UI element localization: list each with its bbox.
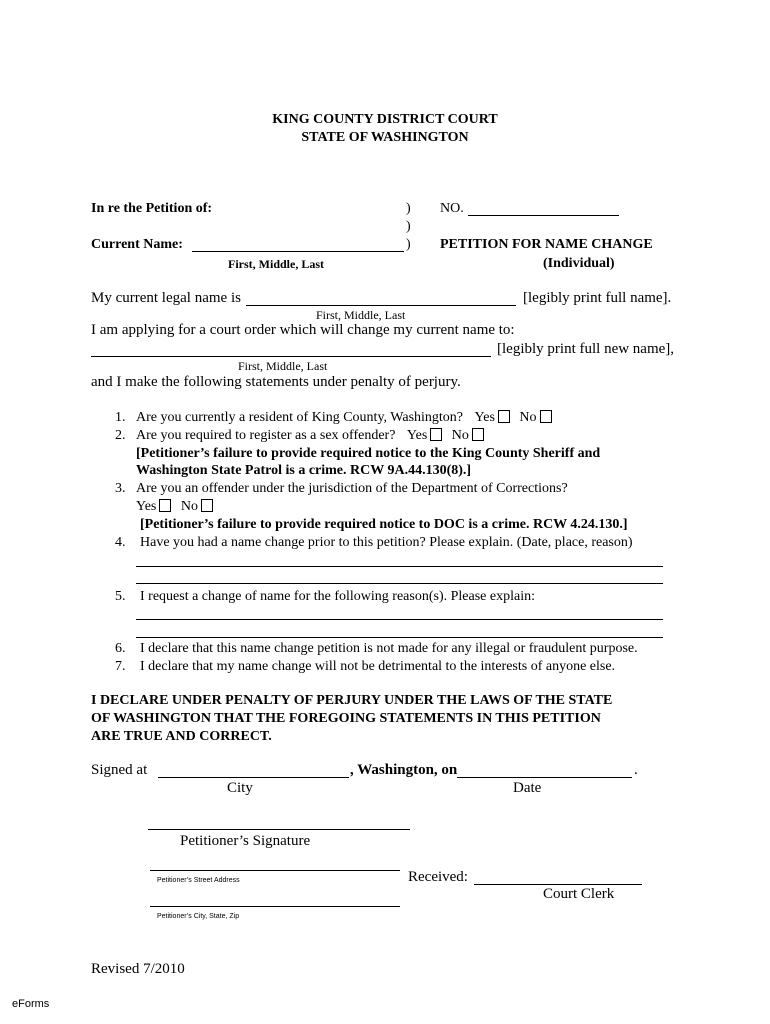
legal-name-sub-hint: First, Middle, Last bbox=[316, 308, 406, 322]
q4-text: Have you had a name change prior to this petition? Please explain. (Date, place, reason) bbox=[140, 535, 633, 550]
q3-no-label: No bbox=[180, 499, 198, 514]
signed-date-field[interactable] bbox=[457, 777, 632, 778]
declaration-line1: I DECLARE UNDER PENALTY OF PERJURY UNDER THE LAWS OF THE STATE bbox=[91, 693, 613, 708]
q6-text: I declare that this name change petition is not made for any illegal or fraudulent purpose. bbox=[140, 641, 638, 656]
washington-on-text: , Washington, on bbox=[350, 762, 458, 778]
q5-text: I request a change of name for the following reason(s). Please explain: bbox=[140, 589, 535, 604]
statements-text: and I make the following statements under penalty of perjury. bbox=[91, 374, 461, 390]
q2-warning-line1: [Petitioner’s failure to provide required notice to the King County Sheriff and bbox=[136, 446, 601, 461]
print-new-hint: [legibly print full new name], bbox=[497, 341, 675, 357]
q5-number: 5. bbox=[115, 589, 126, 604]
signed-city-field[interactable] bbox=[158, 777, 349, 778]
q4-number: 4. bbox=[115, 535, 126, 550]
q2-yes-label: Yes bbox=[406, 428, 428, 443]
q1-no-checkbox[interactable] bbox=[540, 410, 552, 423]
q3-yes-label: Yes bbox=[136, 499, 157, 514]
q2-no-label: No bbox=[451, 428, 469, 443]
signed-at-label: Signed at bbox=[91, 762, 148, 778]
q4-answer-line-1[interactable] bbox=[136, 566, 663, 567]
declaration-line2: OF WASHINGTON THAT THE FOREGOING STATEMENTS IN THIS PETITION bbox=[91, 711, 601, 726]
signed-period: . bbox=[634, 762, 638, 778]
q2-yes-checkbox[interactable] bbox=[430, 428, 442, 441]
declaration-line3: ARE TRUE AND CORRECT. bbox=[91, 729, 272, 744]
q1-yes-label: Yes bbox=[474, 410, 495, 425]
street-address-label: Petitioner’s Street Address bbox=[157, 877, 240, 884]
current-name-field[interactable] bbox=[192, 251, 404, 252]
q3-yes-checkbox[interactable] bbox=[159, 499, 171, 512]
q2-no-checkbox[interactable] bbox=[472, 428, 484, 441]
court-name: KING COUNTY DISTRICT COURT bbox=[272, 112, 498, 127]
q1-number: 1. bbox=[115, 410, 126, 425]
case-no-field[interactable] bbox=[468, 215, 619, 216]
received-field[interactable] bbox=[474, 884, 642, 885]
q5-answer-line-2[interactable] bbox=[136, 637, 663, 638]
q3-warning: [Petitioner’s failure to provide required notice to DOC is a crime. RCW 4.24.130.] bbox=[140, 517, 628, 532]
signature-field[interactable] bbox=[148, 829, 410, 830]
legal-name-field[interactable] bbox=[246, 305, 516, 306]
caption-paren-2: ) bbox=[406, 219, 411, 234]
q3-text: Are you an offender under the jurisdiction of the Department of Corrections? bbox=[136, 481, 568, 496]
signature-label: Petitioner’s Signature bbox=[180, 833, 311, 849]
q2-text: Are you required to register as a sex offender? bbox=[136, 428, 396, 443]
q1-text: Are you currently a resident of King County, Washington? bbox=[136, 410, 464, 425]
current-name-label: Current Name: bbox=[91, 237, 183, 252]
caption-paren-1: ) bbox=[406, 201, 411, 216]
current-legal-label: My current legal name is bbox=[91, 290, 241, 306]
q3-number: 3. bbox=[115, 481, 126, 496]
caption-paren-3: ) bbox=[406, 237, 411, 252]
q3-row bbox=[136, 499, 219, 515]
q1-yes-checkbox[interactable] bbox=[498, 410, 510, 423]
new-name-sub-hint: First, Middle, Last bbox=[238, 359, 328, 373]
street-address-field[interactable] bbox=[150, 870, 400, 871]
q2-number: 2. bbox=[115, 428, 126, 443]
petition-of-label: In re the Petition of: bbox=[91, 201, 213, 216]
city-state-zip-field[interactable] bbox=[150, 906, 400, 907]
washington-on-label bbox=[350, 762, 457, 779]
city-state-zip-label: Petitioner’s City, State, Zip bbox=[157, 913, 240, 920]
petition-subtitle: (Individual) bbox=[543, 256, 615, 271]
q2-row bbox=[136, 428, 490, 444]
court-clerk-label: Court Clerk bbox=[543, 886, 615, 902]
case-no-label: NO. bbox=[440, 201, 464, 216]
current-name-hint: First, Middle, Last bbox=[228, 257, 324, 271]
q1-no-label: No bbox=[519, 410, 537, 425]
q1-row bbox=[136, 410, 558, 426]
revised-date: Revised 7/2010 bbox=[91, 961, 185, 977]
applying-text: I am applying for a court order which will change my current name to: bbox=[91, 322, 515, 338]
print-full-hint: [legibly print full name]. bbox=[523, 290, 672, 306]
eforms-watermark: eForms bbox=[12, 998, 50, 1010]
city-hint: City bbox=[227, 780, 253, 796]
q2-warning-line2: Washington State Patrol is a crime. RCW 9A.44.130(8).] bbox=[136, 463, 472, 478]
q7-text: I declare that my name change will not be detrimental to the interests of anyone else. bbox=[140, 659, 616, 674]
q7-number: 7. bbox=[115, 659, 126, 674]
q6-number: 6. bbox=[115, 641, 126, 656]
q3-no-checkbox[interactable] bbox=[201, 499, 213, 512]
q4-answer-line-2[interactable] bbox=[136, 583, 663, 584]
received-label: Received: bbox=[408, 869, 468, 885]
new-name-field[interactable] bbox=[91, 356, 491, 357]
date-hint: Date bbox=[513, 780, 542, 796]
state-name: STATE OF WASHINGTON bbox=[301, 130, 469, 145]
petition-title: PETITION FOR NAME CHANGE bbox=[440, 237, 653, 252]
q5-answer-line-1[interactable] bbox=[136, 619, 663, 620]
